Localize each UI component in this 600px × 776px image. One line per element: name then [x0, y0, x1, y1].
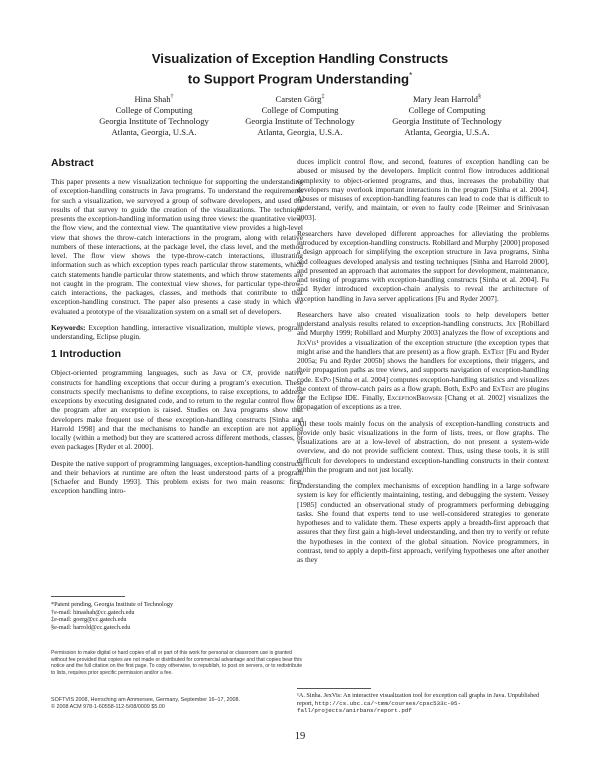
right-paragraph-2: Researchers have developed different approaches for alleviating the problems introduced by exception-handling constructs. Robillard and Murphy [2000] proposed a design approach for simplifying the exception structure in Java programs, Sinha and colleagues developed analysis and testing techniques [Sinha and Harrold 2000], and presented an approach that automates the support for development, maintenance, and testing of programs with exception-handling constructs [Sinha et al. 2004]. Fu and Ryder introduced exception-chain analysis to reveal the architecture of exception handling in Java server applications [Fu and Ryder 2007].: [297, 228, 549, 303]
author-block-goerg: [220, 92, 380, 139]
right-paragraph-4: All these tools mainly focus on the analysis of exception-handling constructs and provide only basic visualizations in the form of lists, trees, or flow graphs. The visualizations are at a low-level of abstraction, do not present a system-wide overview, and do not provide sufficient context. Thus, using these tools, it is still difficult for developers to understand exception-handling constructs in their context within the program and not just locally.: [297, 418, 549, 474]
author-institution: Georgia Institute of Technology: [392, 116, 502, 127]
footnote-rule: [51, 596, 125, 597]
title-line-1: Visualization of Exception Handling Constructs: [151, 51, 449, 66]
footnote-email-harrold: §e-mail: harrold@cc.gatech.edu: [51, 623, 131, 631]
author-block-shah: [74, 92, 234, 139]
author-location: Atlanta, Georgia, U.S.A.: [111, 127, 197, 138]
author-dept: College of Computing: [408, 105, 486, 116]
tool-jexvis: JexVis: [297, 337, 317, 347]
keywords-text: Exception handling, interactive visualization, multiple views, program understanding, Eclipse plugin.: [51, 322, 303, 341]
conference-line: SOFTVIS 2008, Herrsching am Ammersee, Germany, September 16–17, 2008.: [51, 697, 240, 703]
footnote-email-shah: †e-mail: hinashah@cc.gatech.edu: [51, 608, 135, 616]
intro-paragraph-2: Despite the native support of programming languages, exception-handling constructs and their behaviors at runtime are often the least understood parts of a program [Schaefer and Bundy 1993]. This problem exists for two main reasons: first, exception handling intro-: [51, 458, 303, 496]
footnote-email-goerg: ‡e-mail: goerg@cc.gatech.edu: [51, 616, 127, 624]
author-location: Atlanta, Georgia, U.S.A.: [257, 127, 343, 138]
right-paragraph-3: Researchers have also created visualization tools to help developers better understand analysis results related to exception-handling constructs. Jex [Robillard and Murphy 1999; Robillard and Murphy 2003] analyzes the flow of exceptions and JexVis¹ provides a visualization of the exception structure (the exception types that might arise and the handlers that are present) as a flow graph. ExTest [Fu and Ryder 2005a; Fu and Ryder 2005b] shows the handlers for exceptions, their triggers, and their propagation paths as tree views, and supports navigation of exception-handling code. ExPo [Sinha et al. 2004] computes exception-handling statistics and visualizes the context of throw-catch pairs as a flow graph. Both, ExPo and ExTest are plugins for the Eclipse IDE. Finally, ExceptionBrowser [Chang et al. 2002] visualizes the propagation of exceptions as a tree.: [297, 309, 549, 412]
author-name: Carsten Görg‡: [275, 93, 325, 104]
introduction-heading: 1 Introduction: [51, 348, 121, 361]
keywords: [51, 323, 303, 342]
author-name: Hina Shah†: [134, 93, 174, 104]
author-institution: Georgia Institute of Technology: [99, 116, 209, 127]
tool-expo: ExPo: [461, 383, 478, 393]
author-dept: College of Computing: [115, 105, 193, 116]
right-paragraph-5: Understanding the complex mechanisms of exception handling in a large software system is key for efficiently maintaining, testing, and debugging the system. Vessey [1985] conducted an observational study of programmers performing debugging tasks. She found that experts tend to use well-considered strategies to generate hypotheses and to validate them. These experts apply a breadth-first approach that assures that they first gain a high-level understanding, and then try to verify or refute the hypotheses in the context of the global situation. Novice programmers, in contrast, tend to apply a depth-first approach, verifying hypotheses one after another as they: [297, 481, 549, 564]
keywords-label: Keywords:: [51, 322, 86, 332]
intro-paragraph-1: Object-oriented programming languages, such as Java or C#, provide native constructs for handling exceptions that occur during a program’s execution. These constructs specify mechanisms to define exceptions, to raise exceptions, to address exceptions by executing designated code, and to return to the regular control flow of the program after an exception is raised. Studies on Java programs show that developers make frequent use of these exception-handling constructs [Sinha and Harrold 1998] and that the mechanisms to handle an exception are not applied locally (within a method) but they are scattered across different methods, classes, or even packages [Ryder et al. 2000].: [51, 368, 303, 452]
title-footnote-mark: *: [409, 71, 413, 80]
tool-exceptionbrowser: ExceptionBrowser: [387, 393, 443, 402]
abstract-text: This paper presents a new visualization technique for supporting the understanding of exception-handling constructs in Java programs. To understand the requirements for such a visualization, we surveyed a group of software developers, and used the results of that survey to guide the creation of the visualizations. The technique presents the exception-handling information using three views: the quantitative view, the flow view, and the contextual view. The quantitative view provides a high-level view that shows the throw-catch interactions in the program, along with relative numbers of these interactions, at the package level, the class level, and the method level. The flow view shows the type-throw-catch interactions, illustrating information such as which exception types reach particular throw statements, which catch statements handle particular throw statements, and which throw statements are not caught in the program. The contextual view shows, for particular type-throw-catch interactions, the packages, classes, and methods that contribute to that exception-handling construct. The paper also presents a case study in which we evaluated a prototype of the visualization system on a small set of developers.: [51, 177, 303, 316]
tool-expo: ExPo: [314, 374, 331, 384]
tool-extest: ExTest: [482, 346, 505, 356]
footnote-url: http://cs.ubc.ca/~tmm/courses/cpsc533c-05-fall/projects/anirbans/report.pdf: [297, 699, 461, 715]
permission-notice: Permission to make digital or hard copies of all or part of this work for personal or classroom use is granted without fee provided that copies are not made or distributed for commercial advantage and that copies bear this notice and the full citation on the first page. To copy otherwise, to republish, to post on servers, or to redistribute to lists, requires prior specific permission and/or a fee.: [51, 650, 303, 677]
right-column: [297, 157, 549, 571]
author-location: Atlanta, Georgia, U.S.A.: [404, 127, 490, 138]
author-dept: College of Computing: [261, 105, 339, 116]
footnote-rule-right: [297, 688, 371, 689]
left-column: [51, 157, 303, 503]
footnote-jexvis: ¹A. Sinha. JexVis: An interactive visualization tool for exception call graphs in Java. Unpublished report, http://cs.ubc.ca/~tmm/courses/cpsc533c-05-fall/projects/anirbans/report.pdf: [297, 692, 540, 715]
tool-jex: Jex: [506, 319, 516, 328]
abstract-heading: Abstract: [51, 157, 94, 169]
paper-title: [0, 50, 600, 87]
tool-extest: ExTest: [492, 383, 515, 393]
page-number: 19: [294, 731, 306, 742]
author-name: Mary Jean Harrold§: [413, 93, 481, 104]
copyright-line: © 2008 ACM 978-1-60558-112-5/08/0009 $5.00: [51, 704, 165, 711]
author-block-harrold: [367, 92, 527, 139]
author-institution: Georgia Institute of Technology: [245, 116, 355, 127]
footnote-patent: *Patent pending, Georgia Institute of Technology: [51, 601, 174, 608]
right-paragraph-1: duces implicit control flow, and second, features of exception handling can be abused or misused by the developers. Implicit control flow introduces additional complexity to object-oriented programs, and thus, increases the probability that developers may overlook important interactions in the program [Sinha et al. 2004]. Abuses or misuses of exception-handling features can lead to code that is difficult to understand, verify, and maintain, or even to faulty code [Reimer and Srinivasan 2003].: [297, 157, 549, 222]
title-line-2: to Support Program Understanding*: [187, 71, 413, 87]
conference-info: [51, 697, 303, 711]
left-footnotes: [51, 596, 303, 631]
